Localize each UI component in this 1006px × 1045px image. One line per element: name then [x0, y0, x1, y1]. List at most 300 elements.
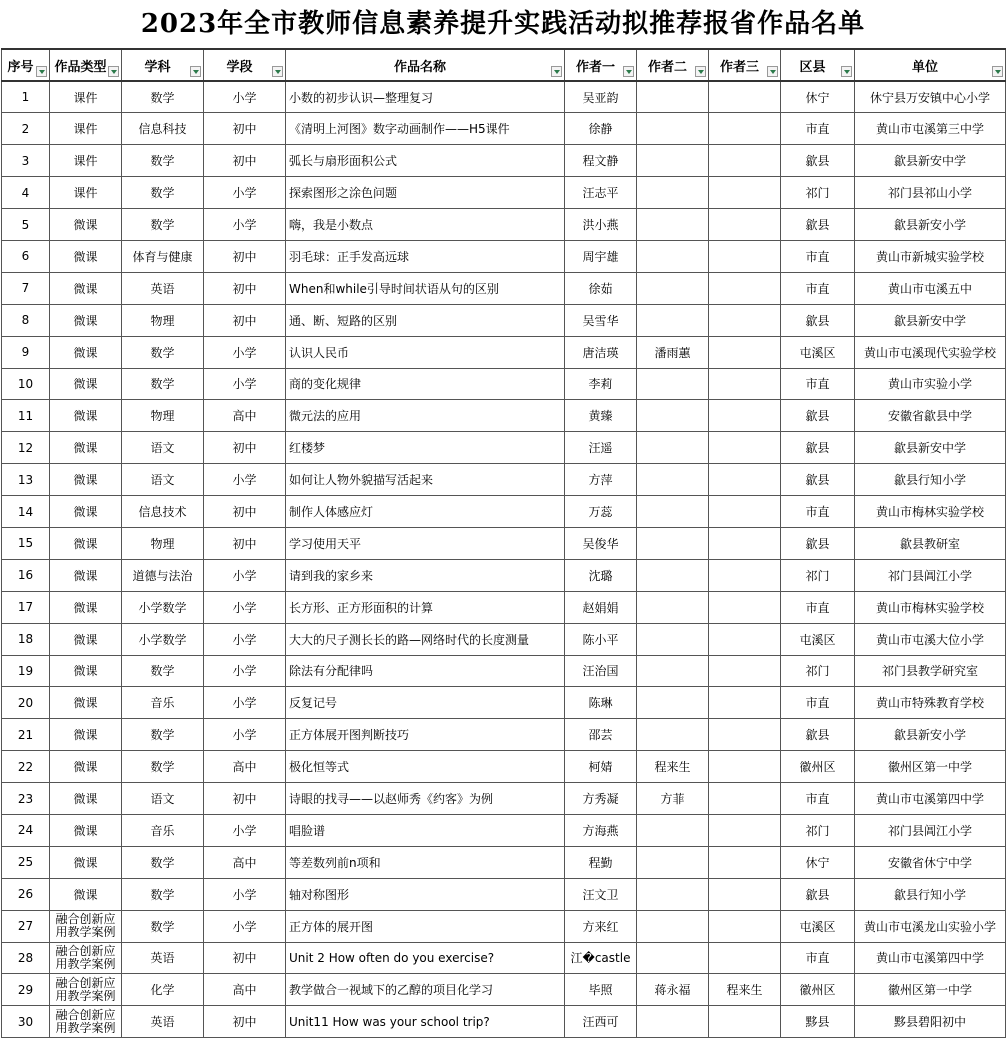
col-level-cell[interactable]: 初中: [204, 304, 286, 336]
col-type-cell[interactable]: 微课: [50, 432, 122, 464]
col-unit-cell[interactable]: 歙县行知小学: [855, 464, 1006, 496]
col-district-cell[interactable]: 休宁: [781, 81, 855, 113]
col-index-cell[interactable]: 5: [2, 209, 50, 241]
col-subject-cell[interactable]: 英语: [122, 272, 204, 304]
col-index-cell[interactable]: 30: [2, 1006, 50, 1038]
col-subject-cell[interactable]: 数学: [122, 910, 204, 942]
col-title-cell[interactable]: 弧长与扇形面积公式: [286, 145, 565, 177]
col-type-cell[interactable]: 微课: [50, 336, 122, 368]
col-subject-cell[interactable]: 音乐: [122, 814, 204, 846]
col-district-cell[interactable]: 歙县: [781, 527, 855, 559]
col-district-cell[interactable]: 徽州区: [781, 974, 855, 1006]
col-level-cell[interactable]: 小学: [204, 559, 286, 591]
col-author3-cell[interactable]: [709, 81, 781, 113]
col-author3-cell[interactable]: [709, 527, 781, 559]
col-author1-cell[interactable]: 沈璐: [565, 559, 637, 591]
col-author2-cell[interactable]: [637, 910, 709, 942]
col-author1-cell[interactable]: 方秀凝: [565, 783, 637, 815]
col-title-cell[interactable]: 红楼梦: [286, 432, 565, 464]
col-author3-cell[interactable]: [709, 846, 781, 878]
col-author1-cell[interactable]: 江�castle: [565, 942, 637, 974]
col-district-cell[interactable]: 祁门: [781, 655, 855, 687]
col-author2-cell[interactable]: [637, 655, 709, 687]
col-author2-cell[interactable]: [637, 81, 709, 113]
col-title-cell[interactable]: 诗眼的找寻——以赵师秀《约客》为例: [286, 783, 565, 815]
col-author2-cell[interactable]: [637, 527, 709, 559]
col-index-cell[interactable]: 2: [2, 113, 50, 145]
col-author3-cell[interactable]: [709, 751, 781, 783]
col-title-cell[interactable]: When和while引导时间状语从句的区别: [286, 272, 565, 304]
col-unit-cell[interactable]: 徽州区第一中学: [855, 751, 1006, 783]
col-index-cell[interactable]: 11: [2, 400, 50, 432]
col-unit-cell[interactable]: 黄山市屯溪第四中学: [855, 942, 1006, 974]
col-subject-cell[interactable]: 小学数学: [122, 623, 204, 655]
col-type-cell[interactable]: 课件: [50, 81, 122, 113]
col-author3-cell[interactable]: [709, 655, 781, 687]
col-unit-cell[interactable]: 祁门县祁山小学: [855, 177, 1006, 209]
col-district-cell[interactable]: 休宁: [781, 846, 855, 878]
col-author3-cell[interactable]: [709, 177, 781, 209]
col-unit-cell[interactable]: 歙县教研室: [855, 527, 1006, 559]
col-district-cell[interactable]: 市直: [781, 783, 855, 815]
col-unit-cell[interactable]: 歙县行知小学: [855, 878, 1006, 910]
col-unit-cell[interactable]: 徽州区第一中学: [855, 974, 1006, 1006]
col-level-cell[interactable]: 初中: [204, 496, 286, 528]
col-author1-cell[interactable]: 程文静: [565, 145, 637, 177]
col-index-cell[interactable]: 22: [2, 751, 50, 783]
col-district-cell[interactable]: 歙县: [781, 432, 855, 464]
filter-dropdown-icon[interactable]: [695, 66, 706, 77]
col-subject-cell[interactable]: 音乐: [122, 687, 204, 719]
col-subject-cell[interactable]: 数学: [122, 177, 204, 209]
col-title-cell[interactable]: 认识人民币: [286, 336, 565, 368]
col-type-cell[interactable]: 微课: [50, 623, 122, 655]
col-district-cell[interactable]: 歙县: [781, 719, 855, 751]
col-subject-cell[interactable]: 小学数学: [122, 591, 204, 623]
col-title-cell[interactable]: 反复记号: [286, 687, 565, 719]
col-district-cell[interactable]: 祁门: [781, 814, 855, 846]
col-author1-cell[interactable]: 周宇雄: [565, 240, 637, 272]
col-author3-cell[interactable]: [709, 687, 781, 719]
col-district-cell[interactable]: 屯溪区: [781, 623, 855, 655]
col-type-cell[interactable]: 微课: [50, 591, 122, 623]
col-author2-cell[interactable]: [637, 464, 709, 496]
filter-dropdown-icon[interactable]: [623, 66, 634, 77]
col-type-cell[interactable]: 微课: [50, 814, 122, 846]
col-author2-cell[interactable]: [637, 591, 709, 623]
col-type-cell[interactable]: 微课: [50, 400, 122, 432]
filter-dropdown-icon[interactable]: [190, 66, 201, 77]
col-author1-cell[interactable]: 汪文卫: [565, 878, 637, 910]
col-index-cell[interactable]: 13: [2, 464, 50, 496]
col-title-cell[interactable]: Unit 2 How often do you exercise?: [286, 942, 565, 974]
filter-dropdown-icon[interactable]: [767, 66, 778, 77]
col-district-cell[interactable]: 市直: [781, 368, 855, 400]
col-subject-cell[interactable]: 数学: [122, 878, 204, 910]
col-type-cell[interactable]: 微课: [50, 527, 122, 559]
col-index-cell[interactable]: 17: [2, 591, 50, 623]
col-author1-cell[interactable]: 吴亚韵: [565, 81, 637, 113]
col-level-cell[interactable]: 小学: [204, 81, 286, 113]
col-author2-cell[interactable]: [637, 1006, 709, 1038]
col-district-cell[interactable]: 市直: [781, 942, 855, 974]
col-subject-cell[interactable]: 信息技术: [122, 496, 204, 528]
col-index-cell[interactable]: 6: [2, 240, 50, 272]
col-index-cell[interactable]: 29: [2, 974, 50, 1006]
col-type-cell[interactable]: 微课: [50, 272, 122, 304]
col-index-cell[interactable]: 19: [2, 655, 50, 687]
col-author1-cell[interactable]: 吴俊华: [565, 527, 637, 559]
col-author3-cell[interactable]: [709, 878, 781, 910]
col-district-cell[interactable]: 徽州区: [781, 751, 855, 783]
col-author1-cell[interactable]: 洪小燕: [565, 209, 637, 241]
col-subject-cell[interactable]: 英语: [122, 942, 204, 974]
col-type-cell[interactable]: 微课: [50, 304, 122, 336]
filter-dropdown-icon[interactable]: [272, 66, 283, 77]
col-author3-cell[interactable]: [709, 336, 781, 368]
col-author3-cell[interactable]: [709, 1006, 781, 1038]
col-district-cell[interactable]: 市直: [781, 113, 855, 145]
col-subject-cell[interactable]: 物理: [122, 400, 204, 432]
col-author1-cell[interactable]: 陈琳: [565, 687, 637, 719]
col-type-cell[interactable]: 微课: [50, 878, 122, 910]
col-unit-cell[interactable]: 黄山市实验小学: [855, 368, 1006, 400]
col-author3-cell[interactable]: [709, 304, 781, 336]
col-index-cell[interactable]: 25: [2, 846, 50, 878]
col-author2-cell[interactable]: [637, 719, 709, 751]
col-author3-cell[interactable]: [709, 783, 781, 815]
col-subject-cell[interactable]: 化学: [122, 974, 204, 1006]
col-level-cell[interactable]: 初中: [204, 783, 286, 815]
col-title-cell[interactable]: 学习使用天平: [286, 527, 565, 559]
col-subject-cell[interactable]: 数学: [122, 751, 204, 783]
col-unit-cell[interactable]: 祁门县阊江小学: [855, 814, 1006, 846]
col-unit-cell[interactable]: 休宁县万安镇中心小学: [855, 81, 1006, 113]
col-level-cell[interactable]: 小学: [204, 591, 286, 623]
col-author1-cell[interactable]: 徐茹: [565, 272, 637, 304]
col-author2-cell[interactable]: [637, 942, 709, 974]
col-subject-cell[interactable]: 语文: [122, 783, 204, 815]
col-author1-cell[interactable]: 徐静: [565, 113, 637, 145]
col-title-cell[interactable]: 教学做合一视域下的乙醇的项目化学习: [286, 974, 565, 1006]
col-index-cell[interactable]: 27: [2, 910, 50, 942]
col-subject-cell[interactable]: 数学: [122, 81, 204, 113]
col-author3-cell[interactable]: [709, 145, 781, 177]
col-title-cell[interactable]: 微元法的应用: [286, 400, 565, 432]
col-unit-cell[interactable]: 祁门县教学研究室: [855, 655, 1006, 687]
col-subject-cell[interactable]: 信息科技: [122, 113, 204, 145]
col-title-cell[interactable]: 正方体的展开图: [286, 910, 565, 942]
col-unit-cell[interactable]: 歙县新安小学: [855, 719, 1006, 751]
col-author1-cell[interactable]: 汪西可: [565, 1006, 637, 1038]
col-author3-cell[interactable]: [709, 432, 781, 464]
col-index-cell[interactable]: 7: [2, 272, 50, 304]
col-index-cell[interactable]: 23: [2, 783, 50, 815]
col-title-cell[interactable]: 小数的初步认识—整理复习: [286, 81, 565, 113]
col-author1-cell[interactable]: 汪治国: [565, 655, 637, 687]
col-subject-cell[interactable]: 数学: [122, 145, 204, 177]
col-level-cell[interactable]: 小学: [204, 719, 286, 751]
col-level-cell[interactable]: 初中: [204, 272, 286, 304]
col-type-cell[interactable]: 融合创新应用教学案例: [50, 1006, 122, 1038]
col-level-cell[interactable]: 小学: [204, 878, 286, 910]
col-subject-cell[interactable]: 语文: [122, 464, 204, 496]
col-author2-cell[interactable]: [637, 623, 709, 655]
col-district-cell[interactable]: 歙县: [781, 400, 855, 432]
col-index-cell[interactable]: 28: [2, 942, 50, 974]
col-author1-cell[interactable]: 方萍: [565, 464, 637, 496]
col-author2-cell[interactable]: 潘雨蕙: [637, 336, 709, 368]
col-type-cell[interactable]: 微课: [50, 719, 122, 751]
col-author1-cell[interactable]: 汪志平: [565, 177, 637, 209]
col-index-cell[interactable]: 21: [2, 719, 50, 751]
col-title-cell[interactable]: 大大的尺子测长长的路—网络时代的长度测量: [286, 623, 565, 655]
col-level-cell[interactable]: 小学: [204, 464, 286, 496]
col-index-cell[interactable]: 9: [2, 336, 50, 368]
col-index-cell[interactable]: 4: [2, 177, 50, 209]
col-author1-cell[interactable]: 吴雪华: [565, 304, 637, 336]
col-author2-cell[interactable]: [637, 145, 709, 177]
col-unit-cell[interactable]: 黄山市屯溪五中: [855, 272, 1006, 304]
col-author1-cell[interactable]: 陈小平: [565, 623, 637, 655]
col-author2-cell[interactable]: [637, 368, 709, 400]
col-author3-cell[interactable]: [709, 496, 781, 528]
col-level-cell[interactable]: 初中: [204, 942, 286, 974]
col-author2-cell[interactable]: [637, 177, 709, 209]
col-unit-cell[interactable]: 黄山市新城实验学校: [855, 240, 1006, 272]
col-level-cell[interactable]: 小学: [204, 368, 286, 400]
col-level-cell[interactable]: 小学: [204, 209, 286, 241]
col-author2-cell[interactable]: 方菲: [637, 783, 709, 815]
col-unit-cell[interactable]: 歙县新安小学: [855, 209, 1006, 241]
col-author2-cell[interactable]: [637, 304, 709, 336]
col-index-cell[interactable]: 14: [2, 496, 50, 528]
col-type-cell[interactable]: 微课: [50, 368, 122, 400]
col-index-cell[interactable]: 16: [2, 559, 50, 591]
col-district-cell[interactable]: 歙县: [781, 878, 855, 910]
col-unit-cell[interactable]: 黄山市屯溪第四中学: [855, 783, 1006, 815]
col-type-cell[interactable]: 融合创新应用教学案例: [50, 942, 122, 974]
col-subject-cell[interactable]: 道德与法治: [122, 559, 204, 591]
col-unit-cell[interactable]: 黄山市屯溪现代实验学校: [855, 336, 1006, 368]
col-subject-cell[interactable]: 体育与健康: [122, 240, 204, 272]
col-author1-cell[interactable]: 万蕊: [565, 496, 637, 528]
col-author1-cell[interactable]: 柯婧: [565, 751, 637, 783]
col-level-cell[interactable]: 小学: [204, 336, 286, 368]
col-title-cell[interactable]: 请到我的家乡来: [286, 559, 565, 591]
col-author1-cell[interactable]: 方来红: [565, 910, 637, 942]
col-district-cell[interactable]: 歙县: [781, 209, 855, 241]
col-author2-cell[interactable]: [637, 400, 709, 432]
col-title-cell[interactable]: 探索图形之涂色问题: [286, 177, 565, 209]
col-level-cell[interactable]: 小学: [204, 910, 286, 942]
col-type-cell[interactable]: 课件: [50, 177, 122, 209]
col-unit-cell[interactable]: 黟县碧阳初中: [855, 1006, 1006, 1038]
col-district-cell[interactable]: 屯溪区: [781, 910, 855, 942]
col-level-cell[interactable]: 小学: [204, 177, 286, 209]
col-unit-cell[interactable]: 黄山市特殊教育学校: [855, 687, 1006, 719]
col-type-cell[interactable]: 微课: [50, 655, 122, 687]
col-author3-cell[interactable]: [709, 272, 781, 304]
col-index-cell[interactable]: 20: [2, 687, 50, 719]
filter-dropdown-icon[interactable]: [551, 66, 562, 77]
col-title-cell[interactable]: 正方体展开图判断技巧: [286, 719, 565, 751]
col-type-cell[interactable]: 微课: [50, 751, 122, 783]
col-title-cell[interactable]: 唱脸谱: [286, 814, 565, 846]
col-subject-cell[interactable]: 英语: [122, 1006, 204, 1038]
col-title-cell[interactable]: 等差数列前n项和: [286, 846, 565, 878]
col-title-cell[interactable]: 嗨，我是小数点: [286, 209, 565, 241]
col-unit-cell[interactable]: 歙县新安中学: [855, 145, 1006, 177]
col-author2-cell[interactable]: [637, 814, 709, 846]
col-district-cell[interactable]: 歙县: [781, 464, 855, 496]
col-level-cell[interactable]: 初中: [204, 1006, 286, 1038]
col-author1-cell[interactable]: 李莉: [565, 368, 637, 400]
col-subject-cell[interactable]: 数学: [122, 336, 204, 368]
col-author1-cell[interactable]: 程勤: [565, 846, 637, 878]
col-district-cell[interactable]: 黟县: [781, 1006, 855, 1038]
col-author2-cell[interactable]: [637, 432, 709, 464]
filter-dropdown-icon[interactable]: [841, 66, 852, 77]
col-level-cell[interactable]: 高中: [204, 400, 286, 432]
col-title-cell[interactable]: 如何让人物外貌描写活起来: [286, 464, 565, 496]
col-index-cell[interactable]: 24: [2, 814, 50, 846]
col-unit-cell[interactable]: 黄山市屯溪龙山实验小学: [855, 910, 1006, 942]
col-title-cell[interactable]: Unit11 How was your school trip?: [286, 1006, 565, 1038]
col-index-cell[interactable]: 15: [2, 527, 50, 559]
col-subject-cell[interactable]: 数学: [122, 368, 204, 400]
col-subject-cell[interactable]: 物理: [122, 304, 204, 336]
col-author1-cell[interactable]: 邵芸: [565, 719, 637, 751]
col-title-cell[interactable]: 通、断、短路的区别: [286, 304, 565, 336]
col-title-cell[interactable]: 除法有分配律吗: [286, 655, 565, 687]
col-author3-cell[interactable]: [709, 368, 781, 400]
col-title-cell[interactable]: 商的变化规律: [286, 368, 565, 400]
col-index-cell[interactable]: 1: [2, 81, 50, 113]
col-author2-cell[interactable]: [637, 559, 709, 591]
col-type-cell[interactable]: 微课: [50, 464, 122, 496]
col-unit-cell[interactable]: 安徽省休宁中学: [855, 846, 1006, 878]
col-district-cell[interactable]: 歙县: [781, 145, 855, 177]
col-index-cell[interactable]: 8: [2, 304, 50, 336]
col-index-cell[interactable]: 3: [2, 145, 50, 177]
col-title-cell[interactable]: 极化恒等式: [286, 751, 565, 783]
col-district-cell[interactable]: 歙县: [781, 304, 855, 336]
col-author2-cell[interactable]: [637, 496, 709, 528]
col-district-cell[interactable]: 市直: [781, 272, 855, 304]
col-author3-cell[interactable]: [709, 113, 781, 145]
col-title-cell[interactable]: 轴对称图形: [286, 878, 565, 910]
col-author3-cell[interactable]: [709, 814, 781, 846]
col-level-cell[interactable]: 高中: [204, 751, 286, 783]
filter-dropdown-icon[interactable]: [992, 66, 1003, 77]
col-type-cell[interactable]: 微课: [50, 240, 122, 272]
filter-dropdown-icon[interactable]: [108, 66, 119, 77]
col-unit-cell[interactable]: 安徽省歙县中学: [855, 400, 1006, 432]
col-type-cell[interactable]: 融合创新应用教学案例: [50, 974, 122, 1006]
col-type-cell[interactable]: 融合创新应用教学案例: [50, 910, 122, 942]
col-author2-cell[interactable]: [637, 240, 709, 272]
col-index-cell[interactable]: 18: [2, 623, 50, 655]
col-type-cell[interactable]: 微课: [50, 559, 122, 591]
col-level-cell[interactable]: 初中: [204, 432, 286, 464]
col-district-cell[interactable]: 市直: [781, 687, 855, 719]
col-author3-cell[interactable]: [709, 400, 781, 432]
col-author2-cell[interactable]: [637, 272, 709, 304]
col-district-cell[interactable]: 屯溪区: [781, 336, 855, 368]
col-author2-cell[interactable]: [637, 846, 709, 878]
col-level-cell[interactable]: 高中: [204, 974, 286, 1006]
col-district-cell[interactable]: 市直: [781, 496, 855, 528]
col-level-cell[interactable]: 小学: [204, 623, 286, 655]
col-type-cell[interactable]: 微课: [50, 687, 122, 719]
col-title-cell[interactable]: 羽毛球：正手发高远球: [286, 240, 565, 272]
col-author2-cell[interactable]: 蒋永福: [637, 974, 709, 1006]
col-unit-cell[interactable]: 黄山市屯溪第三中学: [855, 113, 1006, 145]
filter-dropdown-icon[interactable]: [36, 66, 47, 77]
col-level-cell[interactable]: 小学: [204, 814, 286, 846]
col-index-cell[interactable]: 12: [2, 432, 50, 464]
col-unit-cell[interactable]: 歙县新安中学: [855, 304, 1006, 336]
col-author1-cell[interactable]: 毕照: [565, 974, 637, 1006]
col-author1-cell[interactable]: 唐洁瑛: [565, 336, 637, 368]
col-type-cell[interactable]: 微课: [50, 496, 122, 528]
col-level-cell[interactable]: 高中: [204, 846, 286, 878]
col-author3-cell[interactable]: [709, 209, 781, 241]
col-author1-cell[interactable]: 赵娟娟: [565, 591, 637, 623]
col-type-cell[interactable]: 微课: [50, 846, 122, 878]
col-author2-cell[interactable]: [637, 113, 709, 145]
col-subject-cell[interactable]: 物理: [122, 527, 204, 559]
col-type-cell[interactable]: 课件: [50, 113, 122, 145]
col-unit-cell[interactable]: 黄山市屯溪大位小学: [855, 623, 1006, 655]
col-unit-cell[interactable]: 祁门县阊江小学: [855, 559, 1006, 591]
col-author3-cell[interactable]: [709, 719, 781, 751]
col-subject-cell[interactable]: 数学: [122, 846, 204, 878]
col-author1-cell[interactable]: 黄臻: [565, 400, 637, 432]
col-level-cell[interactable]: 初中: [204, 113, 286, 145]
col-author3-cell[interactable]: [709, 464, 781, 496]
col-index-cell[interactable]: 26: [2, 878, 50, 910]
col-author2-cell[interactable]: [637, 209, 709, 241]
col-unit-cell[interactable]: 黄山市梅林实验学校: [855, 496, 1006, 528]
col-unit-cell[interactable]: 黄山市梅林实验学校: [855, 591, 1006, 623]
col-title-cell[interactable]: 《清明上河图》数字动画制作——H5课件: [286, 113, 565, 145]
col-type-cell[interactable]: 微课: [50, 783, 122, 815]
col-unit-cell[interactable]: 歙县新安中学: [855, 432, 1006, 464]
col-author3-cell[interactable]: [709, 942, 781, 974]
col-author2-cell[interactable]: [637, 878, 709, 910]
col-author1-cell[interactable]: 汪遥: [565, 432, 637, 464]
col-index-cell[interactable]: 10: [2, 368, 50, 400]
col-author2-cell[interactable]: [637, 687, 709, 719]
col-level-cell[interactable]: 小学: [204, 655, 286, 687]
col-author3-cell[interactable]: 程来生: [709, 974, 781, 1006]
col-author3-cell[interactable]: [709, 240, 781, 272]
col-level-cell[interactable]: 初中: [204, 527, 286, 559]
col-level-cell[interactable]: 小学: [204, 687, 286, 719]
col-author2-cell[interactable]: 程来生: [637, 751, 709, 783]
col-district-cell[interactable]: 祁门: [781, 177, 855, 209]
col-author3-cell[interactable]: [709, 910, 781, 942]
col-level-cell[interactable]: 初中: [204, 240, 286, 272]
col-type-cell[interactable]: 课件: [50, 145, 122, 177]
col-title-cell[interactable]: 长方形、正方形面积的计算: [286, 591, 565, 623]
col-subject-cell[interactable]: 数学: [122, 209, 204, 241]
col-author3-cell[interactable]: [709, 623, 781, 655]
col-author1-cell[interactable]: 方海燕: [565, 814, 637, 846]
col-subject-cell[interactable]: 数学: [122, 719, 204, 751]
